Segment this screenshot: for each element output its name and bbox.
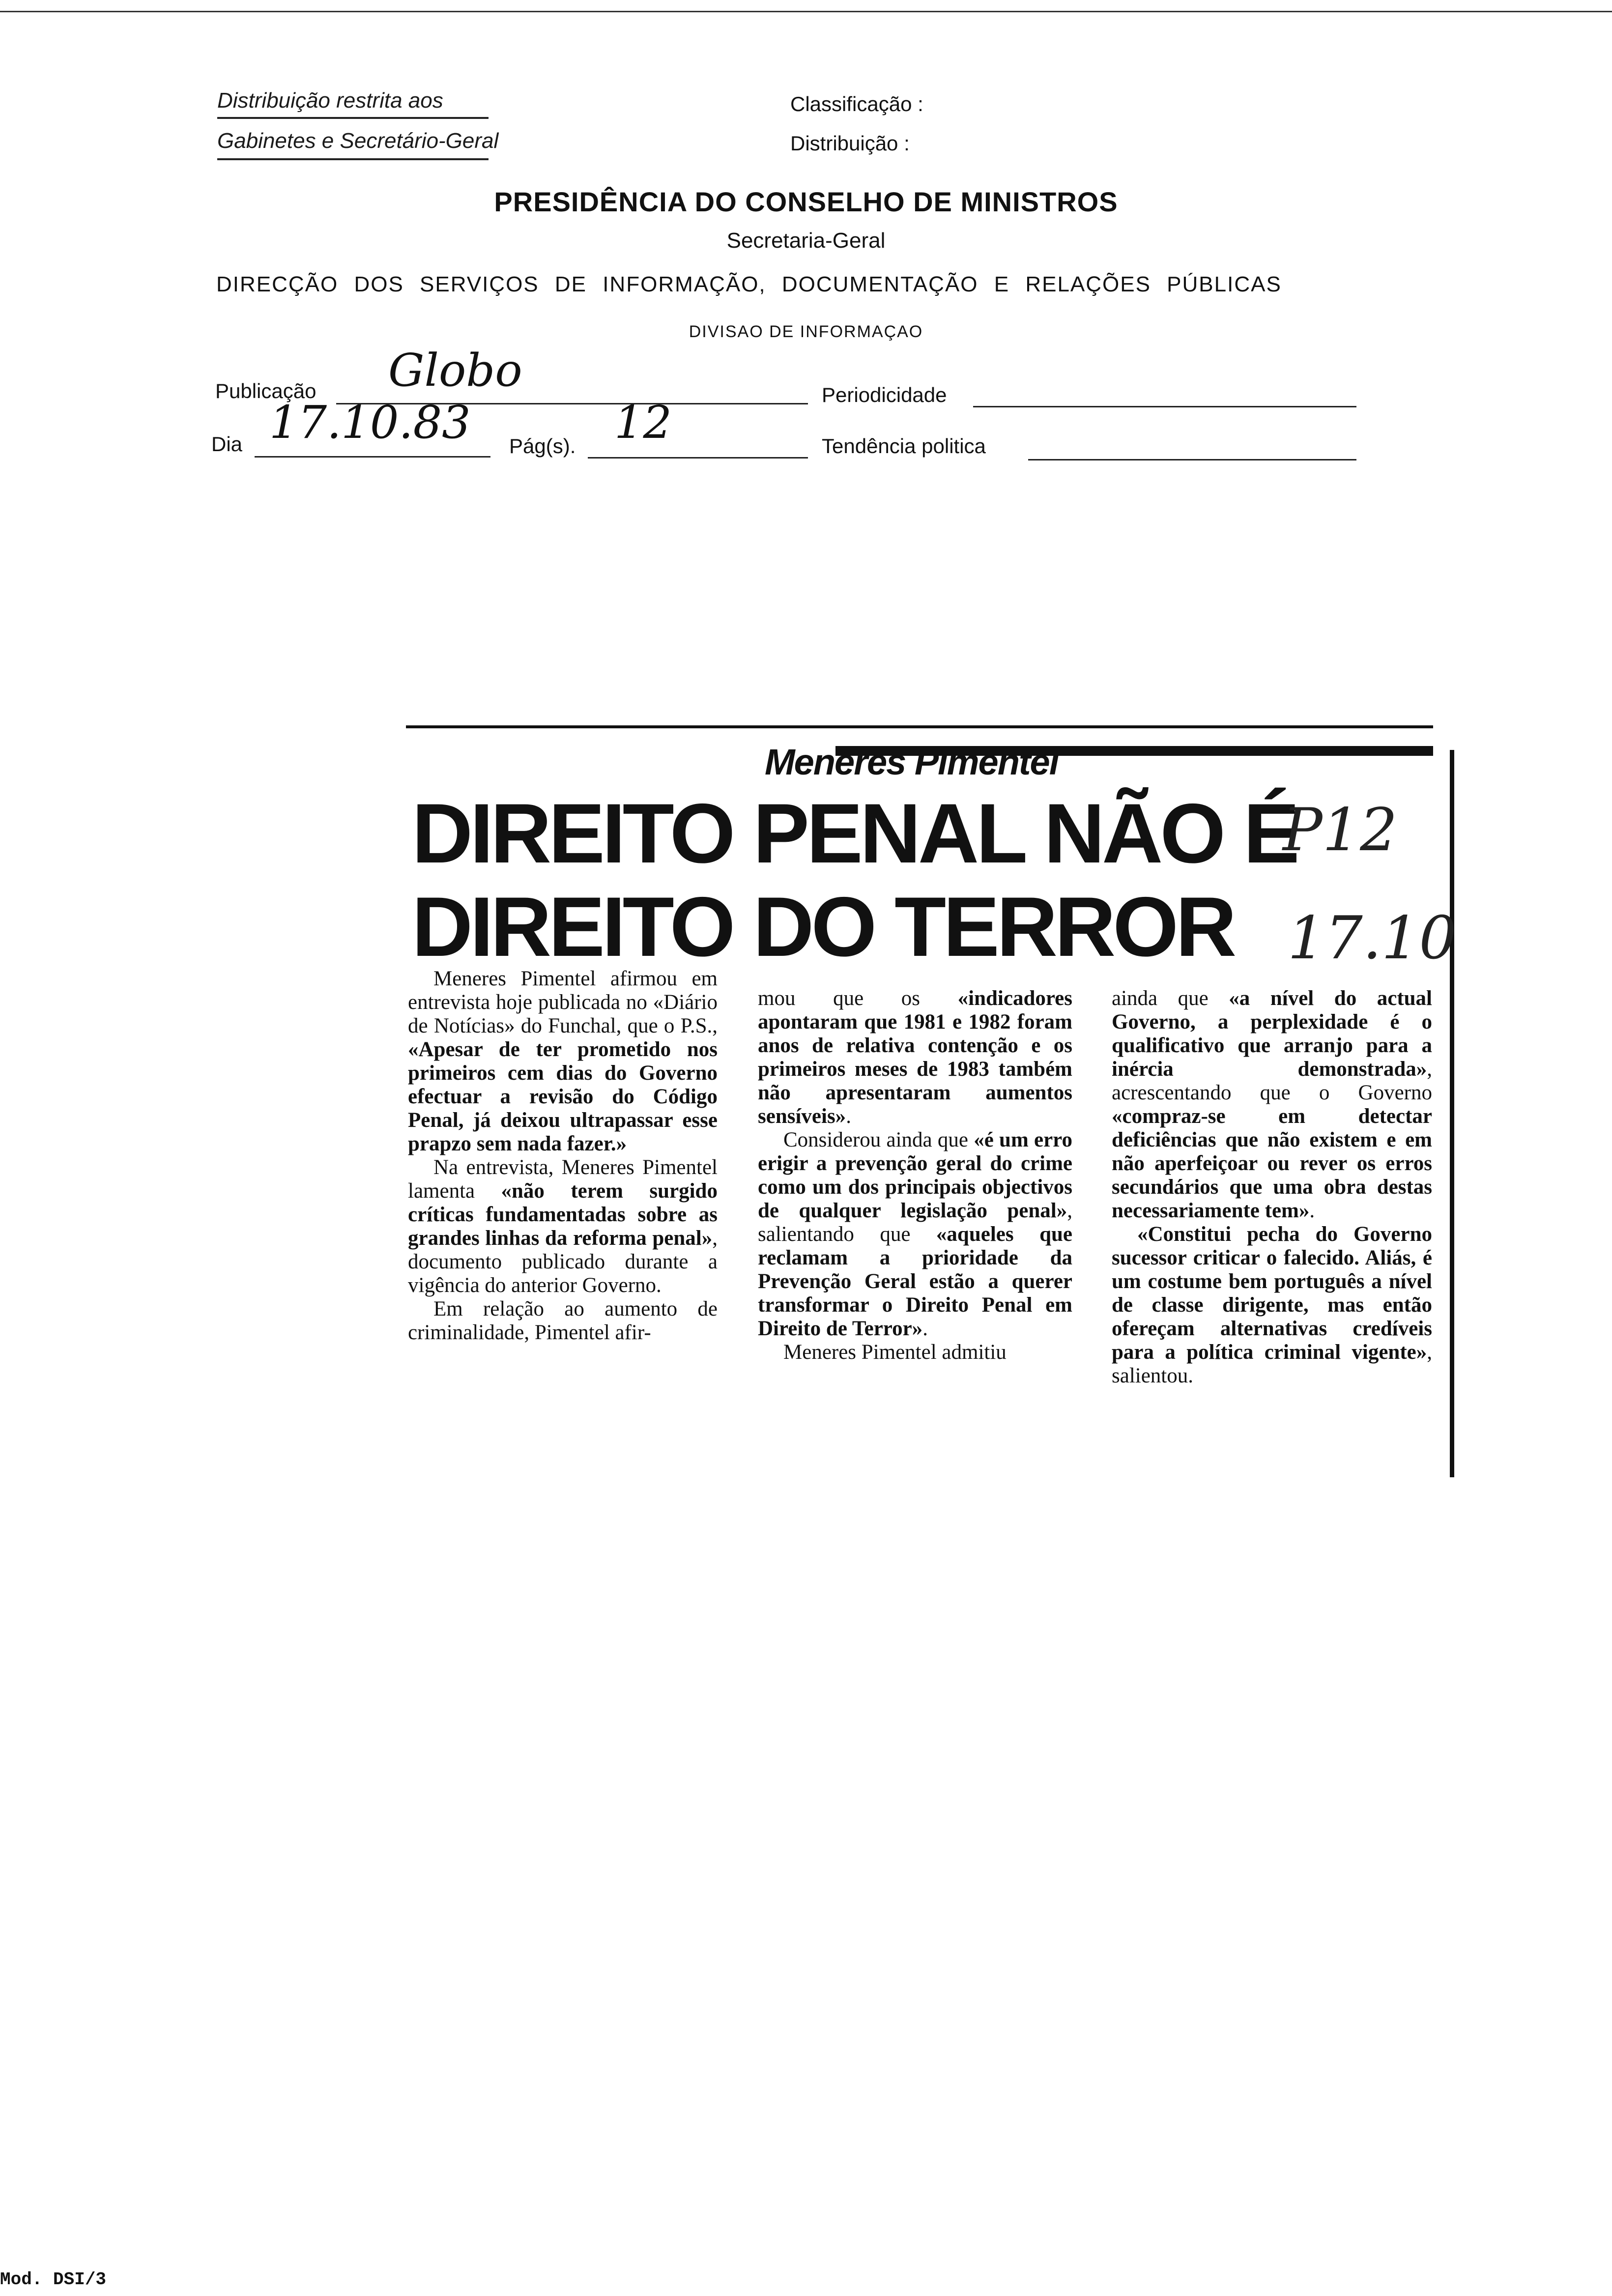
dia-label: Dia	[211, 432, 243, 456]
dia-handwritten-value: 17.10.83	[269, 396, 471, 449]
publicacao-handwritten-value: Globo	[388, 344, 522, 397]
restricted-underline-1	[217, 117, 489, 119]
article-headline-line1: DIREITO PENAL NÃO É	[412, 786, 1297, 881]
restricted-distribution-line1: Distribuição restrita aos	[217, 88, 443, 113]
distribuicao-label: Distribuição :	[790, 132, 910, 155]
article-kicker: Menéres Pimentel	[765, 742, 1059, 782]
periodicidade-underline	[973, 406, 1356, 407]
directorate-title: DIRECÇÃO DOS SERVIÇOS DE INFORMAÇÃO, DOCUMENTAÇÃO E RELAÇÕES PÚBLICAS	[216, 272, 1282, 296]
article-column-2: mou que os «indicadores apontaram que 1981 e 1982 foram anos de relativa contenção e os primeiros meses de 1983 também não apresentaram aumentos sensíveis». Considerou ainda que «é um erro erigir a prevenção geral do crime como um dos principais objectivos de qualquer legislação penal», salientando que «aqueles que reclamam a prioridade da Prevenção Geral estão a querer transformar o Direito Penal em Direito de Terror». Meneres Pimentel admitiu	[758, 987, 1072, 1364]
pags-label: Pág(s).	[509, 434, 576, 458]
clipping-right-rule	[1450, 750, 1454, 1477]
publicacao-label: Publicação	[215, 379, 317, 402]
clipping-top-rule	[406, 725, 1433, 728]
handwritten-date-annotation: 17.10	[1288, 904, 1457, 973]
form-code: Mod. DSI/3	[0, 2269, 107, 2290]
pags-handwritten-value: 12	[614, 396, 672, 449]
article-column-3: ainda que «a nível do actual Governo, a perplexidade é o qualificativo que arranjo para a inércia demonstrada», acrescentando que o Governo «compraz-se em detectar deficiências que não existem e em não aperfeiçoar ou rever os erros secundários que uma obra destas necessariamente tem». «Constitui pecha do Governo sucessor criticar o falecido. Aliás, é um costume bem português a nível de classe dirigente, mas então ofereçam alternativas credíveis para a política criminal vigente», salientou.	[1112, 987, 1433, 1387]
division-title: DIVISAO DE INFORMAÇAO	[689, 322, 923, 341]
classificacao-label: Classificação :	[790, 92, 923, 115]
top-border-line	[0, 11, 1612, 12]
article-headline-line2: DIREITO DO TERROR	[412, 880, 1234, 974]
restricted-distribution-line2: Gabinetes e Secretário-Geral	[217, 129, 499, 153]
dia-underline	[255, 456, 490, 458]
department-title: Secretaria-Geral	[726, 229, 886, 253]
restricted-underline-2	[217, 158, 489, 160]
tendencia-underline	[1028, 459, 1356, 460]
handwritten-page-annotation: P12	[1283, 796, 1398, 864]
pags-underline	[588, 457, 808, 459]
article-column-1: Meneres Pimentel afirmou em entrevista hoje publicada no «Diário de Notícias» do Funchal, que o P.S., «Apesar de ter prometido nos primeiros cem dias do Governo efectuar a revisão do Código Penal, já deixou ultrapassar esse prapzo sem nada fazer.» Na entrevista, Meneres Pimentel lamenta «não terem surgido críticas fundamentadas sobre as grandes linhas da reforma penal», documento publicado durante a vigência do anterior Governo. Em relação ao aumento de criminalidade, Pimentel afir-	[408, 967, 718, 1344]
periodicidade-label: Periodicidade	[822, 383, 947, 406]
tendencia-label: Tendência politica	[822, 434, 986, 458]
organization-title: PRESIDÊNCIA DO CONSELHO DE MINISTROS	[494, 186, 1118, 217]
